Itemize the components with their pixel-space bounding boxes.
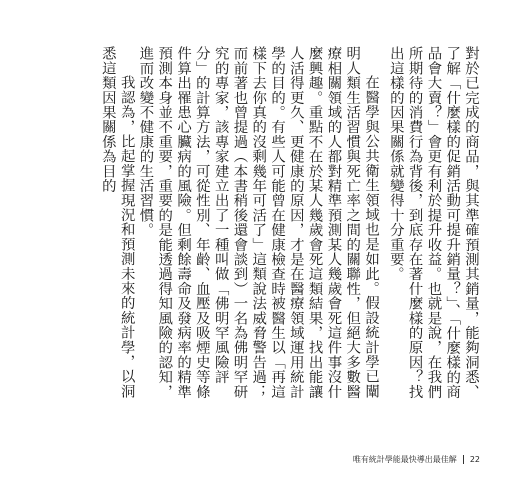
running-title: 唯有統計學能最快導出最佳解: [352, 455, 457, 464]
vertical-text-body: [98, 46, 480, 406]
footer-divider: [463, 455, 464, 464]
page-number: 22: [469, 455, 480, 464]
paragraph-1: 對於已完成的商品，與其準確預測其銷量，能夠洞悉、了解「什麼樣的促銷活動可提升銷量？」、「什麼樣的商品會大賣？」會更有利於提升收益。也就是說，在我們所期待的消費行為背後，到底存在著什麼樣的原因？找出這樣的因果關係就變得十分重要。: [387, 46, 479, 400]
page-footer: [353, 454, 480, 465]
paragraph-2: 在醫學與公共衛生領域也是如此。假設統計學已闡明人類生活習慣與死亡率之間的關聯性，但絕大多數醫療相關領域的人都對精準預測某人幾歲會死這件事沒什麼興趣。重點不在於某人幾歲會死這類結果，找出能讓人活得更久、更健康的原因，才是在醫療領域運用統計學的目的。有些人可能曾在健康檢查時被醫生以「再這樣下去你真的沒剩幾年可活了」這類說法威脅警告過；而前著也曾提過（本書稍後還會談到）一名為佛明罕研究的專家，該專家建立出了一種叫做「佛明罕風險評分」的計算方法，可從性別、年齡、血壓及吸煙史等條件算出罹患心臟病的風險。但剩餘壽命及發病率的精準預測本身並不重要，重要的是能透過得知風險的認知，進而改變不健康的生活習慣。: [137, 46, 380, 399]
paragraph-3: 我認為，比起掌握現況和預測未來的統計學，以洞悉這類因果關係為目的: [99, 46, 135, 399]
